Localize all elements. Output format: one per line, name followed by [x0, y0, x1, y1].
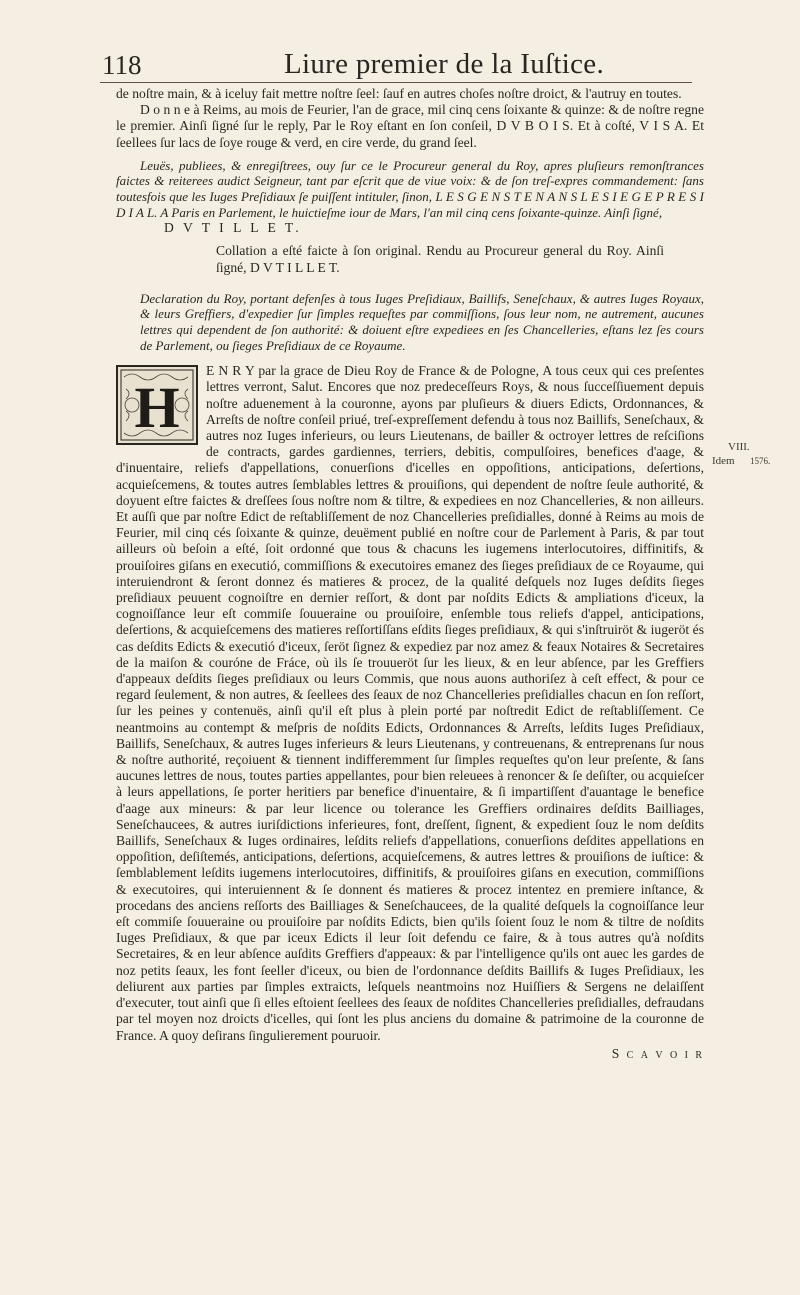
declaration-title: Declaration du Roy, portant defenſes à tous Iuges Preſidiaux, Baillifs, Seneſchaux, & autres Iuges Royaux, & leurs Greffiers, d'expedier ſur ſimples requeſtes par commiſſions, ſous leur nom, ne autrement, aucunes lettres qui dependent de ſon authorité: & doiuent eſtre expediees en ſes Chancelleries, eſtans lez ſes cours de Parlement, ou ſieges Preſidiaux de ce Royaume. [140, 290, 704, 353]
margin-note-number: VIII. [728, 441, 750, 453]
paragraph: de noſtre main, & à iceluy fait mettre noſtre ſeel: ſauf en autres choſes noſtre droict, & l'autruy en toutes. [116, 86, 682, 101]
svg-text:H: H [134, 375, 180, 441]
margin-note-idem: Idem [712, 455, 735, 467]
header-rule [100, 82, 692, 83]
margin-note-year: 1576. [750, 456, 771, 466]
page-number: 118 [102, 50, 142, 80]
page-header [102, 44, 702, 90]
running-title: Liure premier de la Iuſtice. [284, 48, 604, 80]
collation-paragraph: Collation a eſté faicte à ſon original. Rendu au Procureur general du Roy. Ainſi ſigné, D V T I L L E T. [216, 243, 664, 275]
main-text: E N R Y par la grace de Dieu Roy de France & de Pologne, A tous ceux qui ces preſentes lettres verront, Salut. Encores que noz predeceſſeurs Roys, & nous ſucceſſiuement depuis noſtre aduenement à la couronne, ayons par pluſieurs & diuers Edicts, Ordonnances, & Arreſts de noſtre conſeil priué, treſ-expreſſement defendu à tous noz Baillifs, Seneſchaux, & autres noz Iuges inferieurs, ou leurs Lieutenans, de bailler & octroyer lettres de reſciſions de contracts, gardes gardiennes, terriers, debitis, compulſoires, benefices d'aage, & d'inuentaire, reliefs d'appellations, conuerſions d'icelles en oppoſitions, anticipations, deſertions, acquieſcemens, & toutes autres ſemblables lettres & prouiſions, qui dependent de noſtre ſeule authorité, & doyuent eſtre faictes & dreſſees ſous noſtre nom & tiltre, & expediees en noz Chancelleries, & non ailleurs. Et auſſi que par noſtre Edict de reſtabliſſement de noz Chancelleries preſidialles, donné à Reims au mois de Feurier, mil cinq cés ſoixante & quinze, deuëment publié en noſtre cour de Parlement à Paris, & par tout ailleurs où beſoin a eſté, ſoit ordonné que tous & chacuns les iugemens interlocutoires, diffinitifs, & prouiſoires giſans en executió, commiſſions & executoires emanez des ſieges preſidiaux de ce Royaume, qui interuiendront & ſeront donnez és matieres & procez, de la qualité deſquels noz Iuges deſdits ſieges preſidiaux peuuent cognoiſtre en dernier reſſort, & dont par noſdits Edicts & ampliations d'iceux, la cognoiſſance leur eſt commiſe ſouueraine ou prouiſoire, enſemble tous reliefs d'appel, anticipations, deſertions, & acquieſcemens des matieres reſſortiſſans eſdits ſieges preſidiaux, & qui s'inſtruiröt & iugeröt és cas deſdits Edicts & executió d'iceux, ſeröt ſignez & expediez par noz amez & feaux Notaires & Secretaires de la maiſon & couróne de Fráce, où ils ſe trouueröt ſur les lieux, & en leur abſence, par les Greffiers d'appeaux deſdits ſieges preſidiaux ou leurs Commis, que nous auons authoriſez à ceſt effect, & pour ce regard ſeulement, & non autres, & ſeellees des ſeaux de noz Chancelleries preſidialles chacun en ſon reſſort, ſur les peines y contenuës, ainſi qu'il eſt plus à plein porté par noſtredit Edict de reſtabliſſement. Ce neantmoins au contempt & meſpris de noſdits Edicts, Ordonnances & Arreſts, leſdits Iuges Preſidiaux, Baillifs, Seneſchaux, & autres Iuges inferieurs & leurs Lieutenans, y contreuenans, & entreprenans ſur nous & noſtre authorité, reçoiuent & tiennent indifferemment ſur ſimples requeſtes qu'on leur preſente, & ſans aucunes lettres de nous, toutes parties appellantes, pour bien releuees à renoncer & ſe deſiſter, ou acquieſcer à leurs appellations, ſe porter heritiers par benefice d'inuentaire, & ſi impartiſſent d'auantage le benefice d'aage aux mineurs: & par leur licence ou tolerance les Greffiers ordinaires deſdits Bailliages, Seneſchaucees, & autres iuriſdictions inferieures, font, dreſſent, ſignent, & expedient ſouz le nom deſdits Baillifs, Seneſchaux & Iuges ordinaires, leſdits reliefs d'appellations, conuerſions deſdites appellations en oppoſition, deſiſtemés, anticipations, deſertions, acquieſcemens, & autres lettres & prouiſions de iuſtice: & ſemblablement leſdits iugemens interlocutoires, diffinitifs, & prouiſoires giſans en execution, commiſſions & executoires, qui interuiennent & ſe donnent és matieres & procez intentez en premiere inſtance, & procedans des anciens reſſorts des Bailliages & Seneſchaucees, de la qualité deſquels la cognoiſſance leur eſt commiſe ſouueraine ou prouiſoire par noſdits Edicts, bien qu'ils ſoient ſouz le nom & tiltre de noſdits Iuges Preſidiaux, & que par iceux Edicts il leur ſoit defendu ce faire, & à tous autres qu'à noſdits Secretaires, & en leur abſence auſdits Greffiers d'appeaux: & par l'intelligence qu'ils ont auec les gardes de noz petits ſeaux, les font ſeeller d'iceux, ou bien de l'ordonnance deſdits Baillifs & Iuges Preſidiaux, les deliurent aux parties par ſimples extraicts, leſquels neantmoins noz Huiſſiers & Sergens ne delaiſſent d'executer, tout ainſi que ſi elles eſtoient ſeellees des ſeaux de noſdites Chancelleries preſidialles, defraudans par tel moyen noz droicts d'icelles, qui ſont les plus anciens du domaine & patrimoine de la couronne de France. A quoy deſirans ſingulierement pouruoir. [116, 363, 704, 1043]
decorated-initial-h-icon [116, 365, 198, 445]
catchword: S c a v o i r [611, 1045, 704, 1061]
signature: D V T I L L E T. [164, 220, 302, 236]
paragraph: D o n n e à Reims, au mois de Feurier, l'an de grace, mil cinq cens ſoixante & quinze: & de noſtre regne le premier. Ainſi ſigné ſur le reply, Par le Roy eſtant en ſon conſeil, D V B O I S. Et à coſté, V I S A. Et ſeellees ſur lacs de ſoye rouge & verd, en cire verde, du grand ſeel. [116, 102, 704, 150]
registration-paragraph: Leuës, publiees, & enregiſtrees, ouy ſur ce le Procureur general du Roy, apres pluſieurs remonſtrances faictes & reiterees audict Seigneur, tant par eſcrit que de viue voix: & de ſon treſ-expres commandement: ſans toutesfois que les Iuges Preſidiaux ſe puiſſent intituler, ſinon, L E S G E N S T E N A N S L E S I E G E P R E S I D I A L. A Paris en Parlement, le huictieſme iour de Mars, l'an mil cinq cens ſoixante-quinze. Ainſi ſigné, [116, 157, 704, 220]
body-text [116, 86, 704, 1062]
